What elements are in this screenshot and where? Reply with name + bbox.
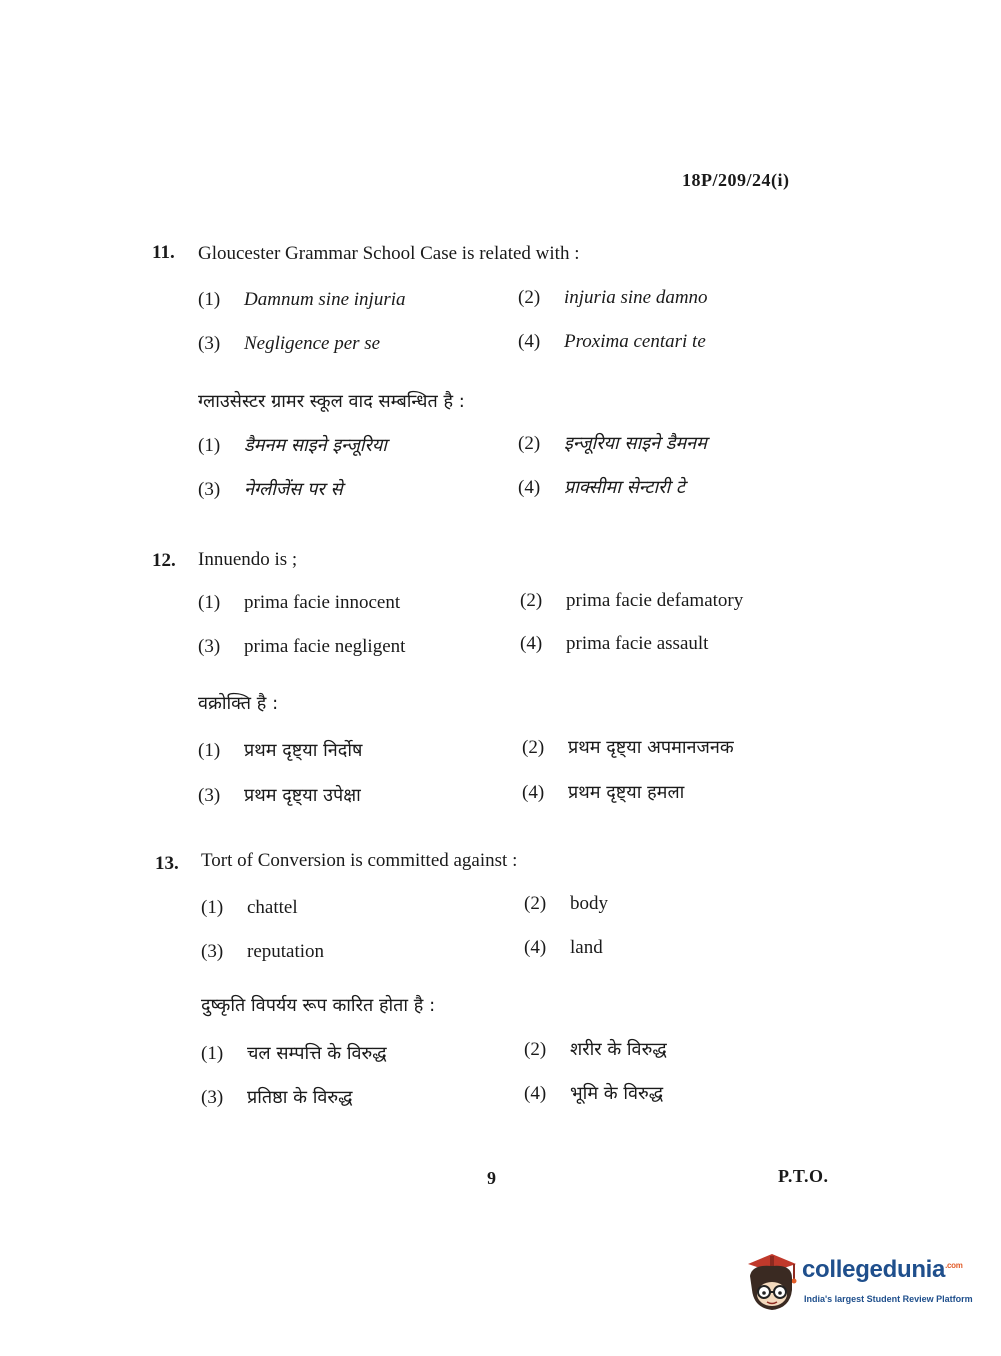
q13-option-2-en: (2) body xyxy=(524,893,608,914)
q12-option-3-en: (3) prima facie negligent xyxy=(198,636,406,657)
question-13-text-en: Tort of Conversion is committed against : xyxy=(201,850,518,871)
q11-option-4-en: (4) Proxima centari te xyxy=(518,331,706,352)
question-13-number: 13. xyxy=(155,853,179,874)
q11-option-1-hi: (1) डैमनम साइने इन्जूरिया xyxy=(198,435,387,456)
logo-wordmark: collegedunia$^{.com}$ xyxy=(802,1256,963,1283)
q13-option-3-en: (3) reputation xyxy=(201,941,325,962)
page-number: 9 xyxy=(487,1168,496,1188)
question-12-text-en: Innuendo is ; xyxy=(198,549,298,570)
q11-option-3-hi: (3) नेग्लीजेंस पर से xyxy=(198,479,343,500)
q13-option-4-hi: (4) भूमि के विरुद्ध xyxy=(524,1083,664,1104)
question-13-text-hi: दुष्कृति विपर्यय रूप कारित होता है : xyxy=(201,995,436,1016)
question-11-number: 11. xyxy=(152,242,175,263)
question-12-text-hi: वक्रोक्ति है : xyxy=(198,693,279,714)
question-11-text-hi: ग्लाउसेस्टर ग्रामर स्कूल वाद सम्बन्धित है : xyxy=(198,391,465,412)
q12-option-1-hi: (1) प्रथम दृष्ट्या निर्दोष xyxy=(198,740,363,761)
mascot-icon xyxy=(742,1250,800,1314)
logo-tagline: India's largest Student Review Platform xyxy=(804,1294,973,1304)
question-12-number: 12. xyxy=(152,550,176,571)
paper-code: 18P/209/24(i) xyxy=(682,170,790,190)
pto-label: P.T.O. xyxy=(778,1166,829,1186)
q13-option-3-hi: (3) प्रतिष्ठा के विरुद्ध xyxy=(201,1087,353,1108)
q12-option-4-en: (4) prima facie assault xyxy=(520,633,709,654)
collegedunia-logo xyxy=(742,1250,972,1314)
question-11-text-en: Gloucester Grammar School Case is related with : xyxy=(198,243,580,264)
q12-option-4-hi: (4) प्रथम दृष्ट्या हमला xyxy=(522,782,685,803)
q12-option-1-en: (1) prima facie innocent xyxy=(198,592,401,613)
q13-option-4-en: (4) land xyxy=(524,937,603,958)
q12-option-2-hi: (2) प्रथम दृष्ट्या अपमानजनक xyxy=(522,737,734,758)
q13-option-1-en: (1) chattel xyxy=(201,897,298,918)
q12-option-3-hi: (3) प्रथम दृष्ट्या उपेक्षा xyxy=(198,785,361,806)
q11-option-3-en: (3) Negligence per se xyxy=(198,333,381,354)
q11-option-4-hi: (4) प्राक्सीमा सेन्टारी टे xyxy=(518,477,685,498)
q11-option-2-hi: (2) इन्जूरिया साइने डैमनम xyxy=(518,433,707,454)
q11-option-1-en: (1) Damnum sine injuria xyxy=(198,289,406,310)
q13-option-2-hi: (2) शरीर के विरुद्ध xyxy=(524,1039,667,1060)
q12-option-2-en: (2) prima facie defamatory xyxy=(520,590,744,611)
q13-option-1-hi: (1) चल सम्पत्ति के विरुद्ध xyxy=(201,1043,387,1064)
q11-option-2-en: (2) injuria sine damno xyxy=(518,287,708,308)
